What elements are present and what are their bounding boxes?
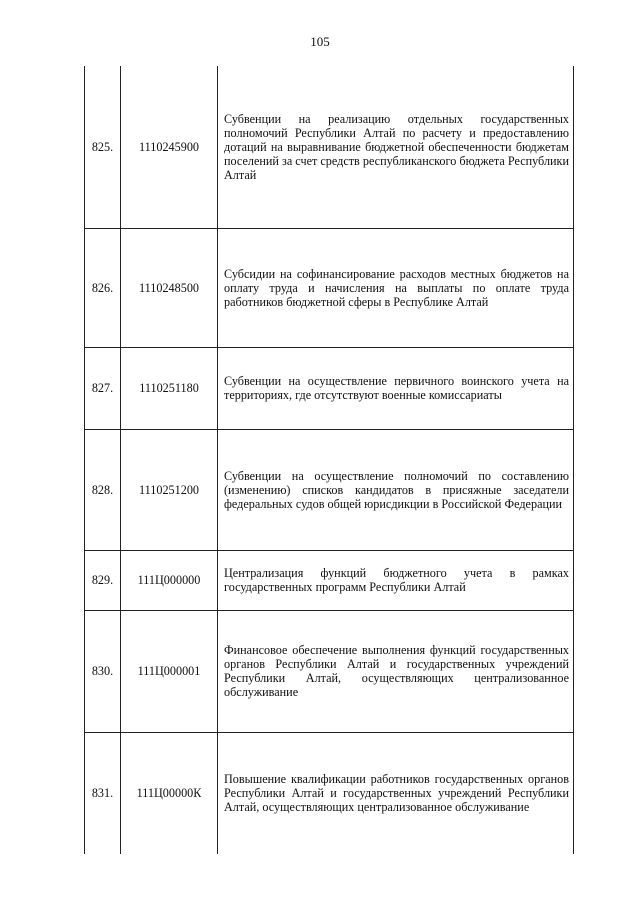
page-number: 105 — [310, 34, 330, 49]
row-description: Субвенции на осуществление первичного воинского учета на территориях, где отсутствуют военные комиссариаты — [224, 374, 569, 402]
budget-code: 111Ц00000К — [121, 732, 218, 854]
row-description: Субвенции на осуществление полномочий по составлению (изменению) списков кандидатов в присяжные заседатели федеральных судов общей юрисдикции в Российской Федерации — [224, 468, 569, 511]
budget-code: 1110248500 — [121, 228, 218, 347]
row-description-cell — [218, 732, 574, 854]
table-row — [85, 66, 574, 228]
row-number: 825. — [85, 66, 121, 228]
row-description-cell — [218, 228, 574, 347]
budget-code: 111Ц000001 — [121, 610, 218, 732]
row-description-cell — [218, 66, 574, 228]
row-description-cell — [218, 429, 574, 550]
row-number: 827. — [85, 347, 121, 429]
row-number: 829. — [85, 550, 121, 610]
row-description: Субвенции на реализацию отдельных государственных полномочий Республики Алтай по расчету и предоставлению дотаций на выравнивание бюджетной обеспеченности бюджетам поселений за счет средств республиканского бюджета Республики Алтай — [224, 111, 569, 182]
table-row — [85, 429, 574, 550]
table-row — [85, 610, 574, 732]
row-description-cell — [218, 610, 574, 732]
row-number: 828. — [85, 429, 121, 550]
table-row — [85, 347, 574, 429]
table-row — [85, 228, 574, 347]
budget-codes-table — [84, 66, 574, 854]
row-description-cell — [218, 347, 574, 429]
budget-code: 1110251200 — [121, 429, 218, 550]
row-description: Централизация функций бюджетного учета в рамках государственных программ Республики Алтай — [224, 566, 569, 594]
row-description-cell — [218, 550, 574, 610]
budget-code: 111Ц000000 — [121, 550, 218, 610]
table-row — [85, 550, 574, 610]
row-description: Субсидии на софинансирование расходов местных бюджетов на оплату труда и начисления на выплаты по оплате труда работников бюджетной сферы в Республике Алтай — [224, 266, 569, 309]
budget-code: 1110251180 — [121, 347, 218, 429]
row-description: Повышение квалификации работников государственных органов Республики Алтай и государственных учреждений Республики Алтай, осуществляющих централизованное обслуживание — [224, 772, 569, 815]
table-row — [85, 732, 574, 854]
row-number: 830. — [85, 610, 121, 732]
row-number: 826. — [85, 228, 121, 347]
budget-code: 1110245900 — [121, 66, 218, 228]
row-number: 831. — [85, 732, 121, 854]
row-description: Финансовое обеспечение выполнения функций государственных органов Республики Алтай и государственных учреждений Республики Алтай, осуществляющих централизованное обслуживание — [224, 643, 569, 699]
